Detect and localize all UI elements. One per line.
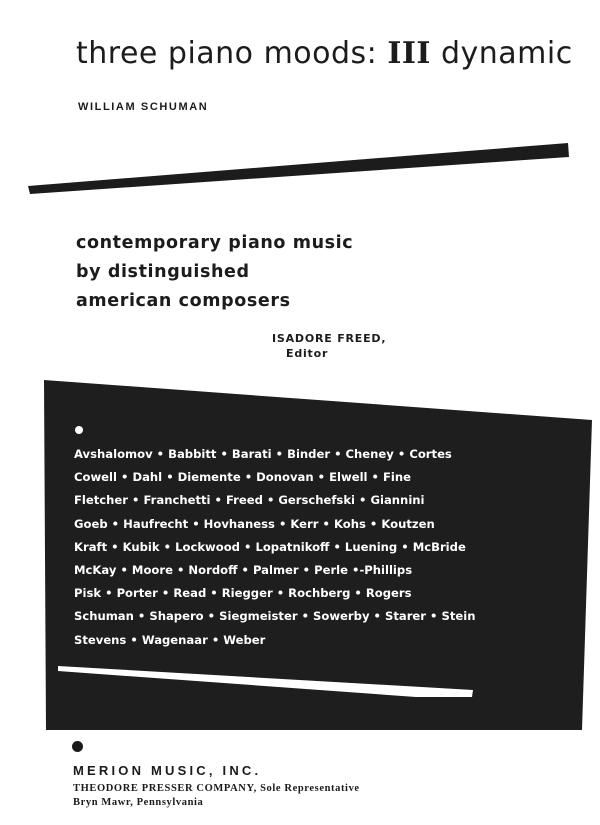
composer-name: WILLIAM SCHUMAN xyxy=(78,101,209,113)
series-line-3: american composers xyxy=(76,291,291,311)
composer-list-line: McKay • Moore • Nordoff • Palmer • Perle •-Phillips xyxy=(74,563,413,578)
composer-list-line: Cowell • Dahl • Diemente • Donovan • Elwell • Fine xyxy=(74,470,412,485)
publisher-name: MERION MUSIC, INC. xyxy=(73,763,262,778)
bullet-dot-white xyxy=(75,426,83,434)
editor-credit xyxy=(272,331,386,361)
series-line-2: by distinguished xyxy=(76,262,250,282)
series-line-1: contemporary piano music xyxy=(76,233,354,253)
title-subtitle: dynamic xyxy=(430,36,573,71)
bullet-dot-black xyxy=(72,741,83,752)
page-title xyxy=(76,36,573,71)
title-text: three piano moods: xyxy=(76,36,388,71)
composer-list-line: Pisk • Porter • Read • Riegger • Rochberg • Rogers xyxy=(74,586,412,601)
composer-list-line: Fletcher • Franchetti • Freed • Gerschefski • Giannini xyxy=(74,493,425,508)
composer-list-line: Kraft • Kubik • Lockwood • Lopatnikoff • Luening • McBride xyxy=(74,539,466,554)
top-wedge-bar xyxy=(28,143,569,194)
title-roman-numeral: III xyxy=(387,36,431,71)
publisher-details xyxy=(73,782,360,810)
publisher-representative: THEODORE PRESSER COMPANY, Sole Representative xyxy=(73,783,360,794)
composer-list-line: Goeb • Haufrecht • Hovhaness • Kerr • Kohs • Koutzen xyxy=(74,516,435,531)
composer-list-line: Avshalomov • Babbitt • Barati • Binder • Cheney • Cortes xyxy=(74,447,452,461)
composer-list-line: Schuman • Shapero • Siegmeister • Sowerby • Starer • Stein xyxy=(74,609,476,624)
composer-list-line: Stevens • Wagenaar • Weber xyxy=(74,632,266,647)
series-title xyxy=(76,229,353,316)
composer-list xyxy=(74,443,475,652)
publisher-location: Bryn Mawr, Pennsylvania xyxy=(73,797,204,808)
editor-name: ISADORE FREED, xyxy=(272,332,387,345)
editor-role: Editor xyxy=(286,347,329,360)
